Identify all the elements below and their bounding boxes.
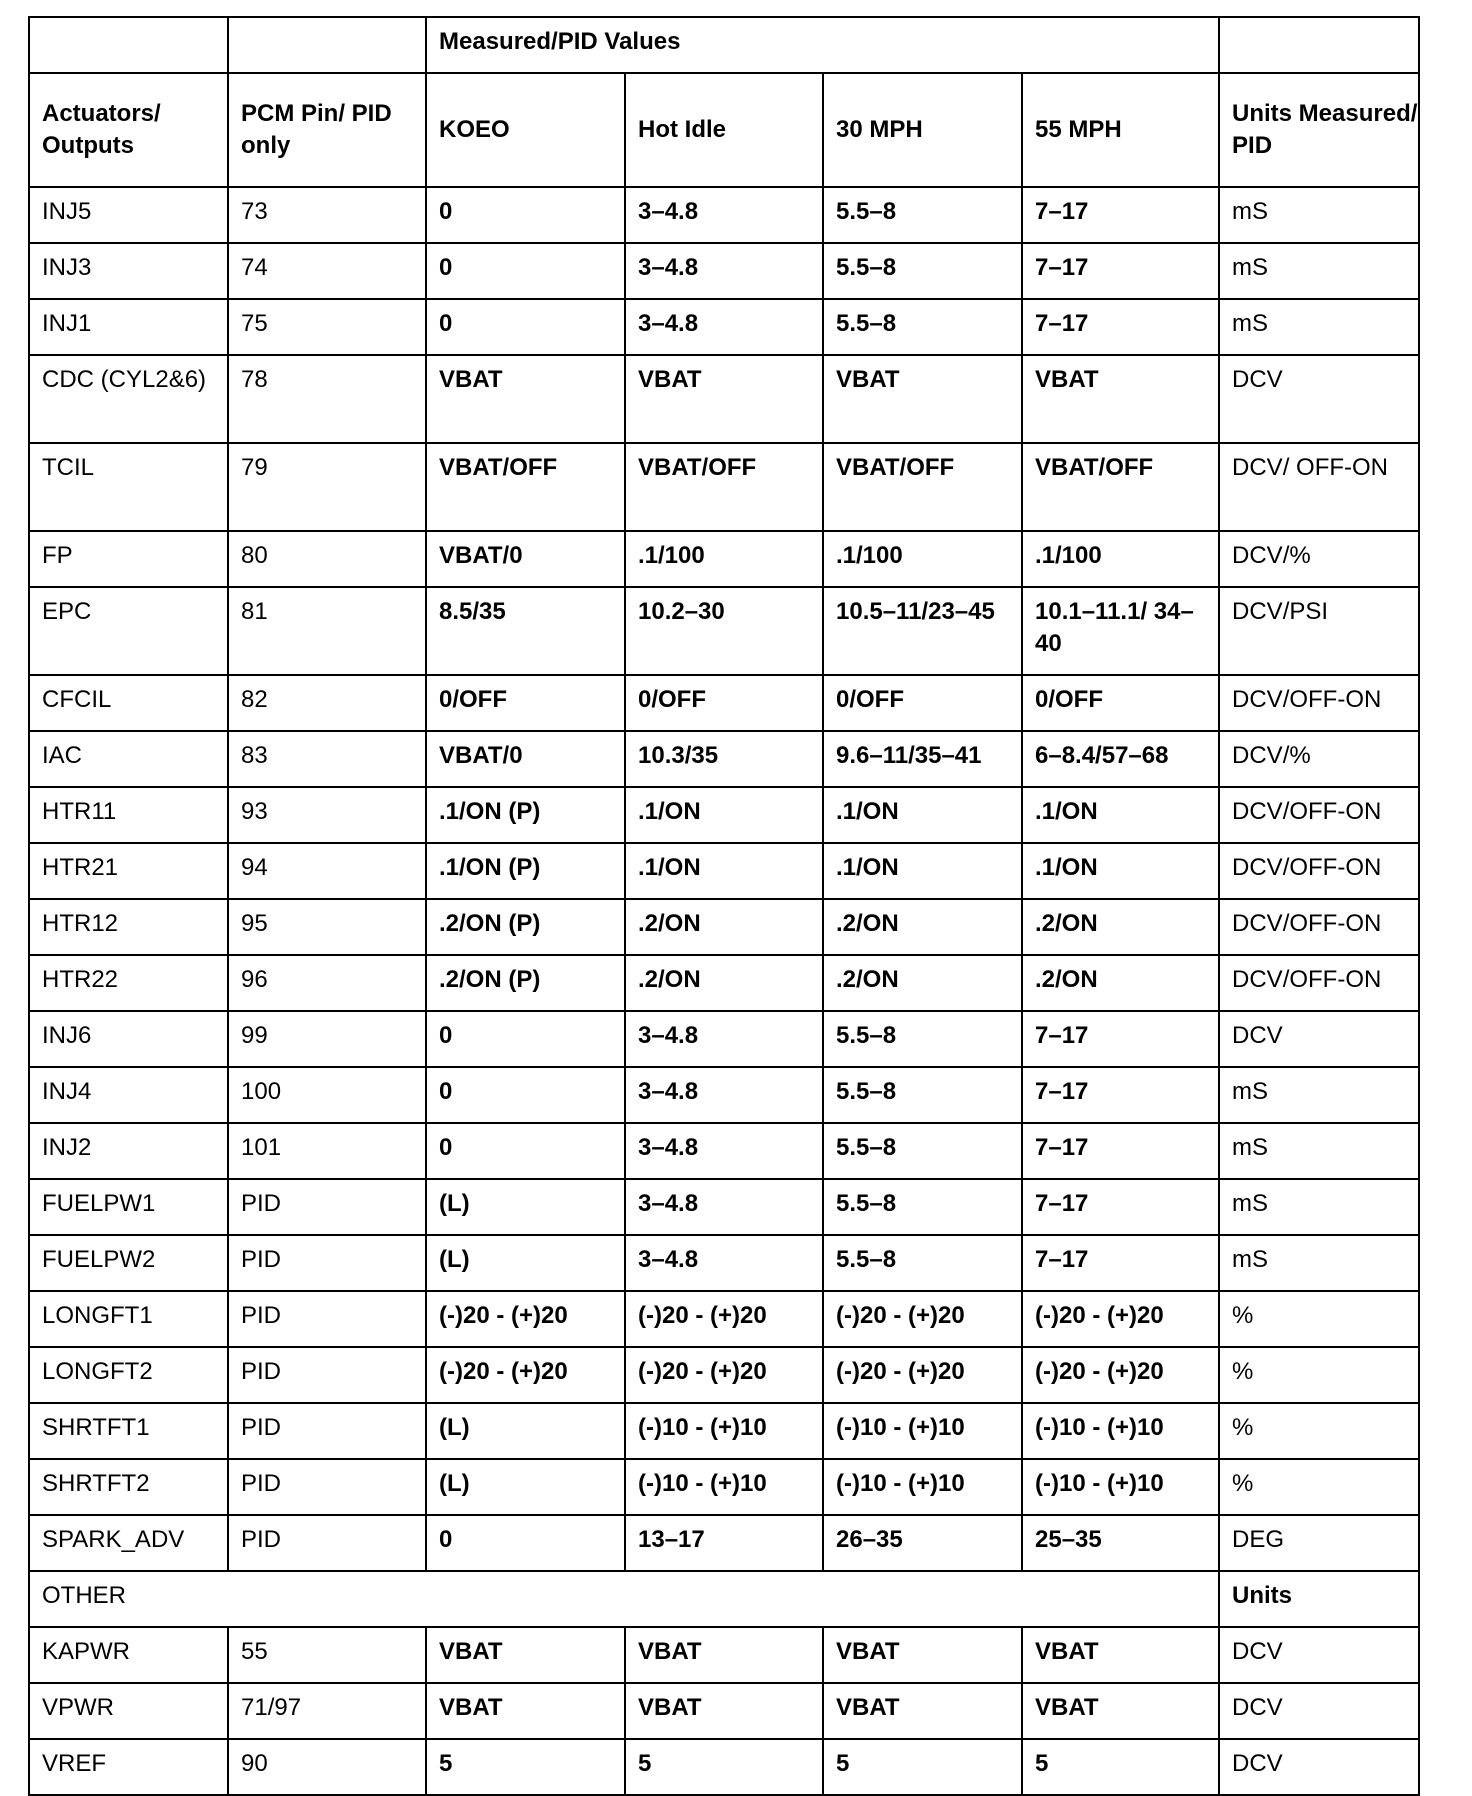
table-cell: IAC — [29, 731, 228, 787]
table-cell: 5.5–8 — [823, 1011, 1022, 1067]
table-row — [29, 899, 1419, 955]
column-header: Hot Idle — [625, 73, 823, 187]
table-cell: 0/OFF — [1022, 675, 1219, 731]
table-cell: PID — [228, 1347, 426, 1403]
table-cell: VBAT — [1022, 355, 1219, 443]
table-row — [29, 1011, 1419, 1067]
table-cell: % — [1219, 1347, 1419, 1403]
table-cell: INJ5 — [29, 187, 228, 243]
table-cell: 74 — [228, 243, 426, 299]
table-cell: VBAT — [1022, 1683, 1219, 1739]
table-cell: .1/ON — [1022, 787, 1219, 843]
table-row — [29, 1739, 1419, 1795]
table-cell: 0 — [426, 187, 625, 243]
table-cell: 0 — [426, 1011, 625, 1067]
table-cell: VBAT/OFF — [823, 443, 1022, 531]
table-cell: .1/ON — [625, 843, 823, 899]
table-cell: HTR21 — [29, 843, 228, 899]
table-row — [29, 1515, 1419, 1571]
table-row — [29, 1291, 1419, 1347]
table-cell: HTR12 — [29, 899, 228, 955]
table-cell: (L) — [426, 1459, 625, 1515]
table-cell: (-)10 - (+)10 — [625, 1403, 823, 1459]
table-cell: INJ4 — [29, 1067, 228, 1123]
table-cell: .2/ON (P) — [426, 955, 625, 1011]
table-cell: .1/ON — [1022, 843, 1219, 899]
table-row — [29, 187, 1419, 243]
table-cell: 0 — [426, 1123, 625, 1179]
table-cell: INJ6 — [29, 1011, 228, 1067]
table-cell: DEG — [1219, 1515, 1419, 1571]
table-cell: 7–17 — [1022, 299, 1219, 355]
table-cell: INJ3 — [29, 243, 228, 299]
table-row — [29, 1403, 1419, 1459]
table-cell: .1/ON — [823, 843, 1022, 899]
table-cell: mS — [1219, 243, 1419, 299]
table-cell: 13–17 — [625, 1515, 823, 1571]
table-cell: 93 — [228, 787, 426, 843]
column-header: 55 MPH — [1022, 73, 1219, 187]
table-row — [29, 731, 1419, 787]
table-cell: 10.1–11.1/ 34–40 — [1022, 587, 1219, 675]
other-units-label: Units — [1219, 1571, 1419, 1627]
table-cell: 7–17 — [1022, 187, 1219, 243]
table-cell: SHRTFT1 — [29, 1403, 228, 1459]
table-cell: VBAT/OFF — [625, 443, 823, 531]
table-cell: 10.2–30 — [625, 587, 823, 675]
table-cell: 7–17 — [1022, 1123, 1219, 1179]
table-cell: .1/100 — [1022, 531, 1219, 587]
table-cell: 0/OFF — [823, 675, 1022, 731]
table-cell: 9.6–11/35–41 — [823, 731, 1022, 787]
table-row — [29, 1179, 1419, 1235]
table-cell: (L) — [426, 1179, 625, 1235]
table-cell: .1/ON — [823, 787, 1022, 843]
table-cell: 0/OFF — [426, 675, 625, 731]
table-cell: CFCIL — [29, 675, 228, 731]
table-row — [29, 355, 1419, 443]
table-body — [29, 17, 1419, 1795]
table-cell: mS — [1219, 1179, 1419, 1235]
table-cell: 26–35 — [823, 1515, 1022, 1571]
table-cell: 79 — [228, 443, 426, 531]
table-cell: .2/ON — [625, 955, 823, 1011]
table-cell: (-)20 - (+)20 — [625, 1347, 823, 1403]
table-cell: DCV — [1219, 355, 1419, 443]
table-cell: PID — [228, 1403, 426, 1459]
table-cell: .2/ON — [625, 899, 823, 955]
table-cell: DCV/ OFF-ON — [1219, 443, 1419, 531]
table-cell: HTR11 — [29, 787, 228, 843]
table-cell: 0 — [426, 1067, 625, 1123]
table-row — [29, 299, 1419, 355]
table-cell: VBAT — [625, 1683, 823, 1739]
table-cell: VBAT — [1022, 1627, 1219, 1683]
table-cell: DCV/OFF-ON — [1219, 899, 1419, 955]
table-cell: 3–4.8 — [625, 1235, 823, 1291]
table-cell: 25–35 — [1022, 1515, 1219, 1571]
table-cell: VBAT — [823, 1683, 1022, 1739]
table-cell: DCV/OFF-ON — [1219, 843, 1419, 899]
table-cell: DCV/PSI — [1219, 587, 1419, 675]
table-cell: FUELPW2 — [29, 1235, 228, 1291]
table-cell: 5.5–8 — [823, 1067, 1022, 1123]
table-row — [29, 675, 1419, 731]
table-cell: 3–4.8 — [625, 187, 823, 243]
table-row — [29, 1235, 1419, 1291]
table-cell: (L) — [426, 1403, 625, 1459]
table-cell: LONGFT1 — [29, 1291, 228, 1347]
table-cell: SPARK_ADV — [29, 1515, 228, 1571]
table-cell: 5 — [426, 1739, 625, 1795]
table-row — [29, 243, 1419, 299]
table-cell: mS — [1219, 1123, 1419, 1179]
table-cell: 5.5–8 — [823, 1123, 1022, 1179]
table-cell: 7–17 — [1022, 1235, 1219, 1291]
empty-header-cell — [228, 17, 426, 73]
table-cell: 55 — [228, 1627, 426, 1683]
table-cell: 3–4.8 — [625, 299, 823, 355]
table-cell: VBAT — [625, 1627, 823, 1683]
table-cell: DCV — [1219, 1011, 1419, 1067]
table-cell: 10.5–11/23–45 — [823, 587, 1022, 675]
table-cell: 90 — [228, 1739, 426, 1795]
table-cell: PID — [228, 1515, 426, 1571]
table-cell: VBAT — [426, 355, 625, 443]
table-cell: VBAT/OFF — [1022, 443, 1219, 531]
table-cell: 100 — [228, 1067, 426, 1123]
table-cell: PID — [228, 1291, 426, 1347]
table-cell: mS — [1219, 1067, 1419, 1123]
table-cell: 75 — [228, 299, 426, 355]
table-cell: FP — [29, 531, 228, 587]
table-row — [29, 787, 1419, 843]
table-cell: 3–4.8 — [625, 243, 823, 299]
column-header: Actuators/ Outputs — [29, 73, 228, 187]
table-row — [29, 843, 1419, 899]
empty-header-cell — [1219, 17, 1419, 73]
table-cell: 82 — [228, 675, 426, 731]
table-cell: mS — [1219, 1235, 1419, 1291]
table-cell: VBAT/OFF — [426, 443, 625, 531]
table-cell: 5.5–8 — [823, 243, 1022, 299]
table-cell: (-)20 - (+)20 — [823, 1291, 1022, 1347]
empty-header-cell — [29, 17, 228, 73]
table-cell: VBAT/0 — [426, 531, 625, 587]
table-cell: 78 — [228, 355, 426, 443]
measured-pid-values-header: Measured/PID Values — [426, 17, 1219, 73]
table-cell: 73 — [228, 187, 426, 243]
table-cell: .1/100 — [823, 531, 1022, 587]
table-cell: 0/OFF — [625, 675, 823, 731]
column-header: Units Measured/ PID — [1219, 73, 1419, 187]
table-cell: DCV/OFF-ON — [1219, 955, 1419, 1011]
table-cell: KAPWR — [29, 1627, 228, 1683]
table-cell: 3–4.8 — [625, 1067, 823, 1123]
table-row — [29, 1347, 1419, 1403]
table-cell: .2/ON — [1022, 955, 1219, 1011]
table-cell: 71/97 — [228, 1683, 426, 1739]
table-cell: 8.5/35 — [426, 587, 625, 675]
table-cell: 0 — [426, 243, 625, 299]
table-cell: (-)10 - (+)10 — [1022, 1459, 1219, 1515]
table-cell: (-)10 - (+)10 — [823, 1459, 1022, 1515]
table-cell: DCV — [1219, 1683, 1419, 1739]
table-cell: 96 — [228, 955, 426, 1011]
table-cell: (-)10 - (+)10 — [625, 1459, 823, 1515]
table-cell: DCV — [1219, 1627, 1419, 1683]
table-cell: 5.5–8 — [823, 187, 1022, 243]
table-cell: 5 — [823, 1739, 1022, 1795]
table-cell: (-)20 - (+)20 — [1022, 1291, 1219, 1347]
table-cell: 95 — [228, 899, 426, 955]
table-cell: PID — [228, 1459, 426, 1515]
table-cell: 5.5–8 — [823, 299, 1022, 355]
table-cell: VBAT — [426, 1627, 625, 1683]
table-cell: PID — [228, 1235, 426, 1291]
table-row — [29, 1123, 1419, 1179]
table-cell: .1/100 — [625, 531, 823, 587]
table-row — [29, 1459, 1419, 1515]
table-cell: INJ1 — [29, 299, 228, 355]
table-row — [29, 1683, 1419, 1739]
table-cell: (-)20 - (+)20 — [625, 1291, 823, 1347]
table-cell: 3–4.8 — [625, 1123, 823, 1179]
table-cell: VBAT — [426, 1683, 625, 1739]
table-cell: 0 — [426, 1515, 625, 1571]
table-cell: CDC (CYL2&6) — [29, 355, 228, 443]
table-cell: VBAT — [625, 355, 823, 443]
table-cell: 0 — [426, 299, 625, 355]
table-cell: .2/ON — [823, 899, 1022, 955]
table-cell: (-)20 - (+)20 — [426, 1347, 625, 1403]
table-cell: (-)10 - (+)10 — [823, 1403, 1022, 1459]
table-row — [29, 955, 1419, 1011]
table-cell: SHRTFT2 — [29, 1459, 228, 1515]
table-cell: 5 — [625, 1739, 823, 1795]
table-cell: (-)20 - (+)20 — [823, 1347, 1022, 1403]
table-cell: % — [1219, 1459, 1419, 1515]
table-cell: DCV/% — [1219, 531, 1419, 587]
table-cell: 80 — [228, 531, 426, 587]
table-cell: 5.5–8 — [823, 1235, 1022, 1291]
table-cell: .1/ON (P) — [426, 787, 625, 843]
table-cell: .2/ON — [823, 955, 1022, 1011]
table-cell: mS — [1219, 187, 1419, 243]
table-cell: 6–8.4/57–68 — [1022, 731, 1219, 787]
table-cell: FUELPW1 — [29, 1179, 228, 1235]
table-cell: PID — [228, 1179, 426, 1235]
table-cell: 3–4.8 — [625, 1011, 823, 1067]
pid-values-table — [28, 16, 1420, 1796]
table-cell: 10.3/35 — [625, 731, 823, 787]
table-cell: DCV/OFF-ON — [1219, 787, 1419, 843]
table-cell: 101 — [228, 1123, 426, 1179]
table-cell: 99 — [228, 1011, 426, 1067]
table-cell: 94 — [228, 843, 426, 899]
table-cell: 3–4.8 — [625, 1179, 823, 1235]
table-cell: HTR22 — [29, 955, 228, 1011]
table-cell: .2/ON (P) — [426, 899, 625, 955]
table-cell: .1/ON (P) — [426, 843, 625, 899]
table-cell: (-)10 - (+)10 — [1022, 1403, 1219, 1459]
table-cell: DCV/% — [1219, 731, 1419, 787]
group-header-row — [29, 17, 1419, 73]
table-cell: .1/ON — [625, 787, 823, 843]
table-cell: % — [1219, 1291, 1419, 1347]
table-cell: DCV — [1219, 1739, 1419, 1795]
column-header: 30 MPH — [823, 73, 1022, 187]
table-cell: 5 — [1022, 1739, 1219, 1795]
table-cell: VBAT — [823, 355, 1022, 443]
column-header: PCM Pin/ PID only — [228, 73, 426, 187]
table-cell: (L) — [426, 1235, 625, 1291]
table-row — [29, 443, 1419, 531]
table-cell: 7–17 — [1022, 1067, 1219, 1123]
other-section-label: OTHER — [29, 1571, 1219, 1627]
column-header-row — [29, 73, 1419, 187]
table-cell: VREF — [29, 1739, 228, 1795]
table-cell: .2/ON — [1022, 899, 1219, 955]
table-cell: VBAT/0 — [426, 731, 625, 787]
other-section-row — [29, 1571, 1419, 1627]
table-cell: 7–17 — [1022, 243, 1219, 299]
table-cell: DCV/OFF-ON — [1219, 675, 1419, 731]
table-cell: (-)20 - (+)20 — [1022, 1347, 1219, 1403]
table-row — [29, 1627, 1419, 1683]
table-cell: 7–17 — [1022, 1011, 1219, 1067]
table-cell: (-)20 - (+)20 — [426, 1291, 625, 1347]
table-cell: % — [1219, 1403, 1419, 1459]
table-cell: 83 — [228, 731, 426, 787]
column-header: KOEO — [426, 73, 625, 187]
table-cell: LONGFT2 — [29, 1347, 228, 1403]
table-cell: mS — [1219, 299, 1419, 355]
table-cell: 81 — [228, 587, 426, 675]
table-row — [29, 1067, 1419, 1123]
table-row — [29, 587, 1419, 675]
table-cell: VPWR — [29, 1683, 228, 1739]
table-cell: EPC — [29, 587, 228, 675]
table-cell: INJ2 — [29, 1123, 228, 1179]
table-row — [29, 531, 1419, 587]
table-cell: 5.5–8 — [823, 1179, 1022, 1235]
table-cell: TCIL — [29, 443, 228, 531]
table-cell: VBAT — [823, 1627, 1022, 1683]
table-cell: 7–17 — [1022, 1179, 1219, 1235]
